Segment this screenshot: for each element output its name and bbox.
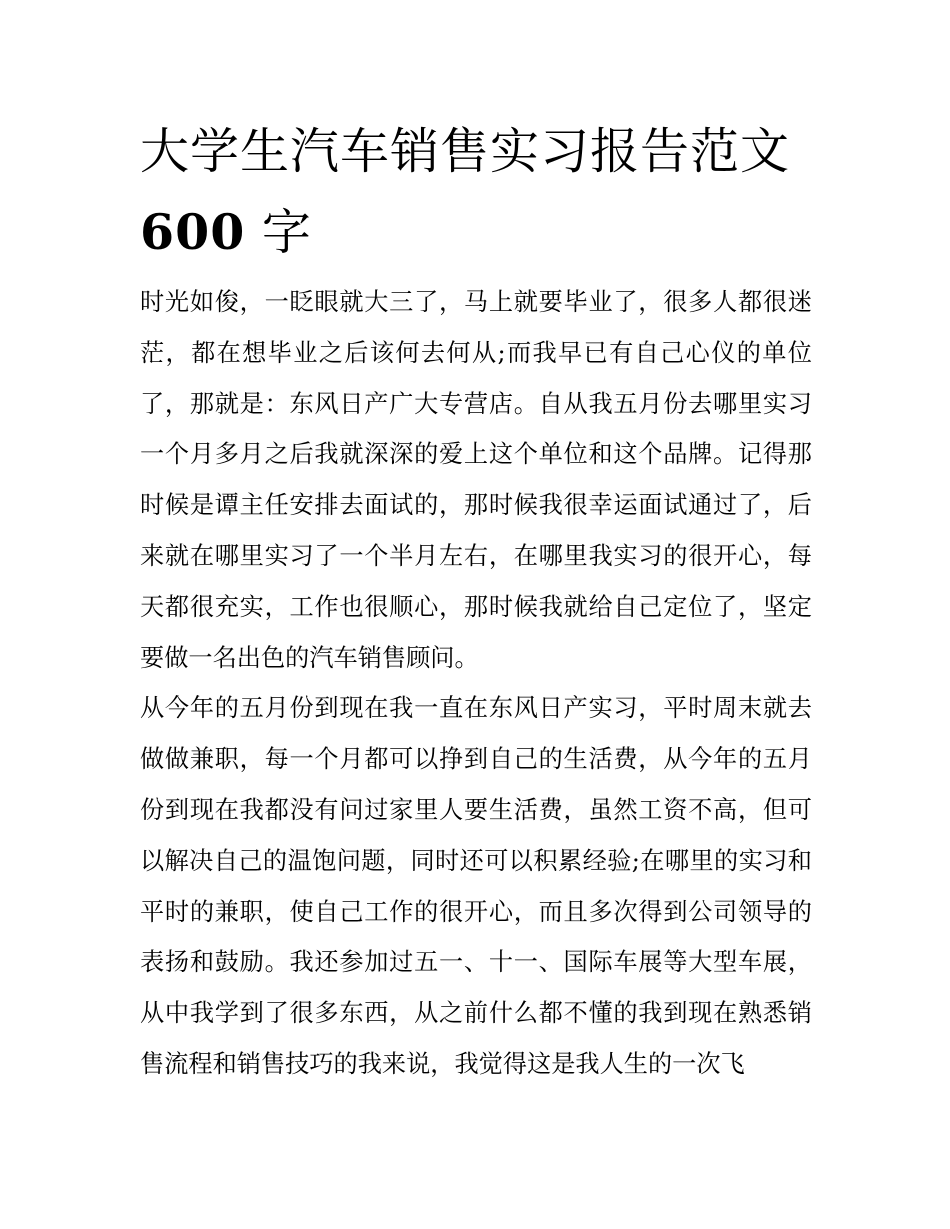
document-title <box>140 112 812 273</box>
document-body <box>140 112 812 1090</box>
paragraph-1: 时光如俊，一眨眼就大三了，马上就要毕业了，很多人都很迷茫，都在想毕业之后该何去何从;而我早已有自己心仪的单位了，那就是：东风日产广大专营店。自从我五月份去哪里实习一个月多月之后我就深深的爱上这个单位和这个品牌。记得那时候是谭主任安排去面试的，那时候我很幸运面试通过了，后来就在哪里实习了一个半月左右，在哪里我实习的很开心，每天都很充实，工作也很顺心，那时候我就给自己定位了，坚定要做一名出色的汽车销售顾问。 <box>140 288 812 672</box>
title-suffix: 字 <box>261 204 312 261</box>
paragraph-2: 从今年的五月份到现在我一直在东风日产实习，平时周末就去做做兼职，每一个月都可以挣到自己的生活费，从今年的五月份到现在我都没有问过家里人要生活费，虽然工资不高，但可以解决自己的温饱问题，同时还可以积累经验;在哪里的实习和平时的兼职，使自己工作的很开心，而且多次得到公司领导的表扬和鼓励。我还参加过五一、十一、国际车展等大型车展，从中我学到了很多东西，从之前什么都不懂的我到现在熟悉销售流程和销售技巧的我来说，我觉得这是我人生的一次飞 <box>140 694 812 1078</box>
title-number: 600 <box>140 203 246 261</box>
title-main: 大学生汽车销售实习报告范文 <box>140 123 791 180</box>
